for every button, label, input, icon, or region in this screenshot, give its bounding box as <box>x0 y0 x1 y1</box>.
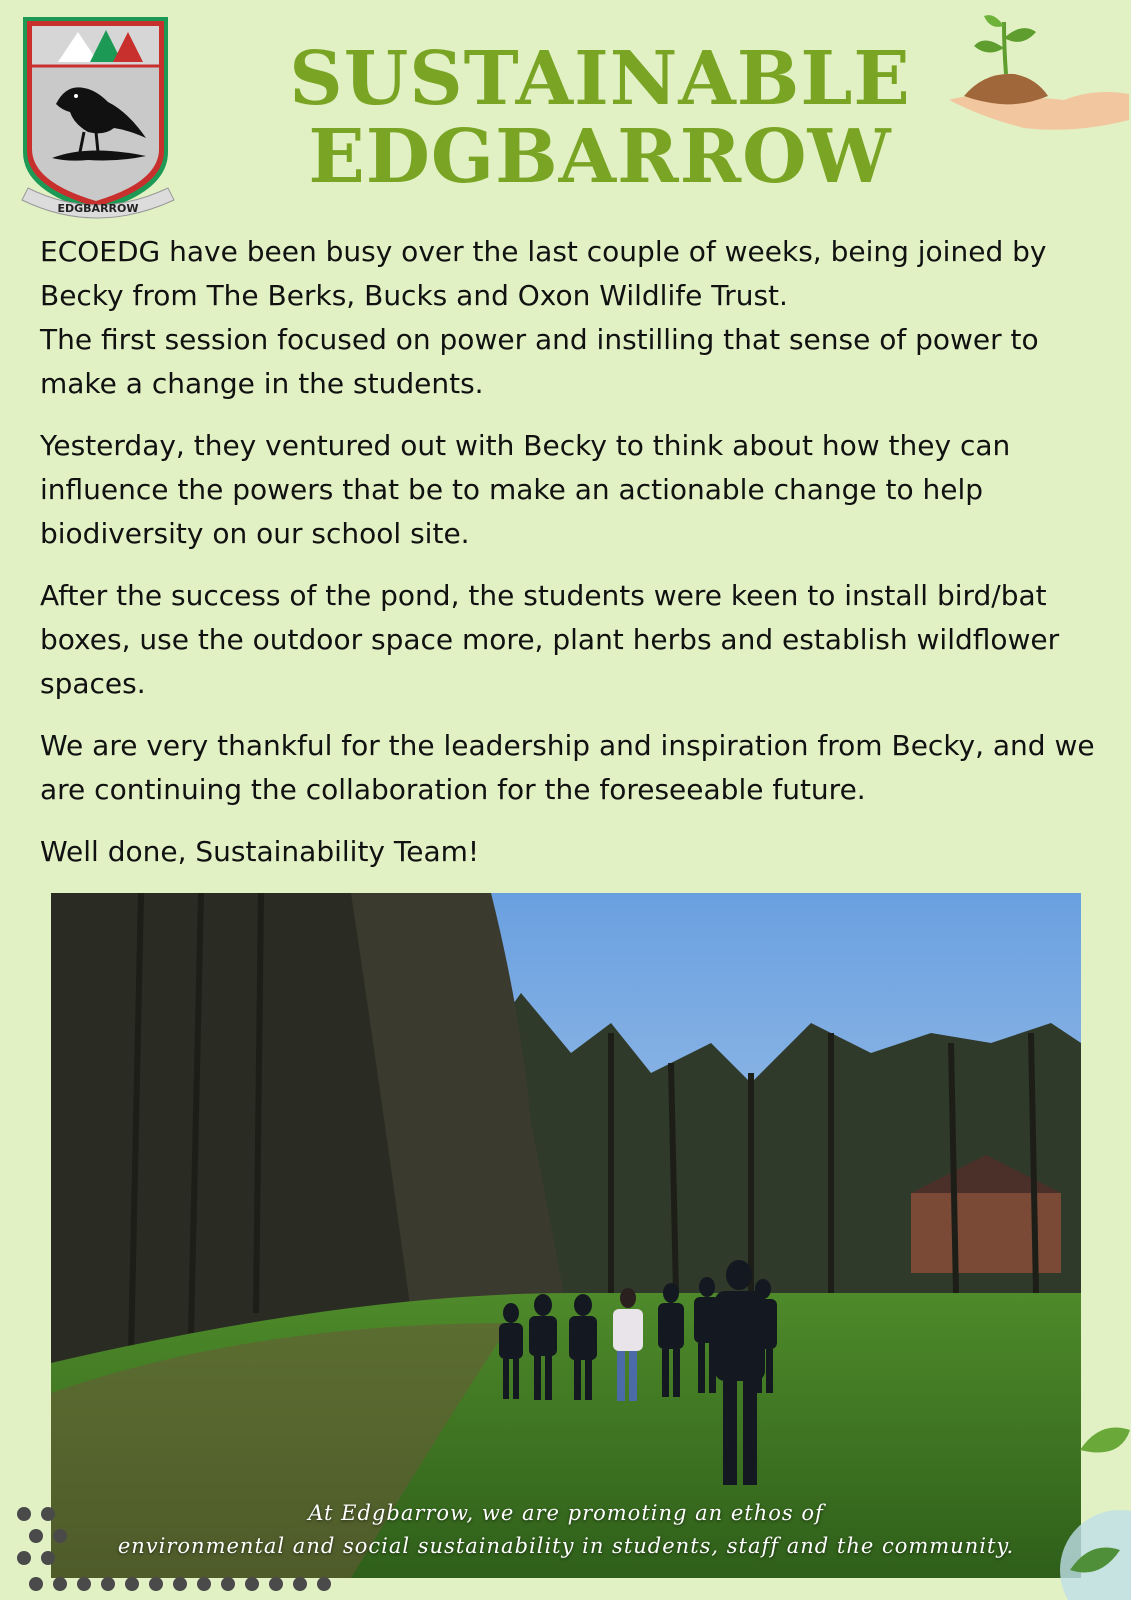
paragraph-4: We are very thankful for the leadership and inspiration from Becky, and we are continuing the collaboration for the foreseeable future. <box>40 729 1095 806</box>
paragraph-2: Yesterday, they ventured out with Becky to think about how they can influence the powers that be to make an actionable change to help biodiversity on our school site. <box>40 429 1011 550</box>
decorative-dots <box>8 1500 338 1600</box>
paragraph-5: Well done, Sustainability Team! <box>40 835 480 868</box>
article-body <box>40 230 1110 892</box>
paragraph-1b: The first session focused on power and instilling that sense of power to make a change in the students. <box>40 323 1039 400</box>
title-line-1: SUSTAINABLE <box>289 36 911 122</box>
page-title <box>250 36 950 200</box>
paragraph-1a: ECOEDG have been busy over the last couple of weeks, being joined by Becky from The Berks, Bucks and Oxon Wildlife Trust. <box>40 235 1047 312</box>
title-line-2: EDGBARROW <box>308 114 892 200</box>
crest-label: EDGBARROW <box>57 202 139 215</box>
caption-line-2: environmental and social sustainability in students, staff and the community. <box>117 1534 1015 1558</box>
caption-line-1: At Edgbarrow, we are promoting an ethos of <box>308 1501 824 1525</box>
paragraph-3: After the success of the pond, the students were keen to install bird/bat boxes, use the outdoor space more, plant herbs and establish wildflower spaces. <box>40 579 1060 700</box>
hand-holding-seedling-icon <box>944 8 1129 138</box>
students-field-photo <box>51 893 1081 1578</box>
leaf-icon <box>1050 1420 1131 1600</box>
school-crest-logo <box>18 12 178 227</box>
